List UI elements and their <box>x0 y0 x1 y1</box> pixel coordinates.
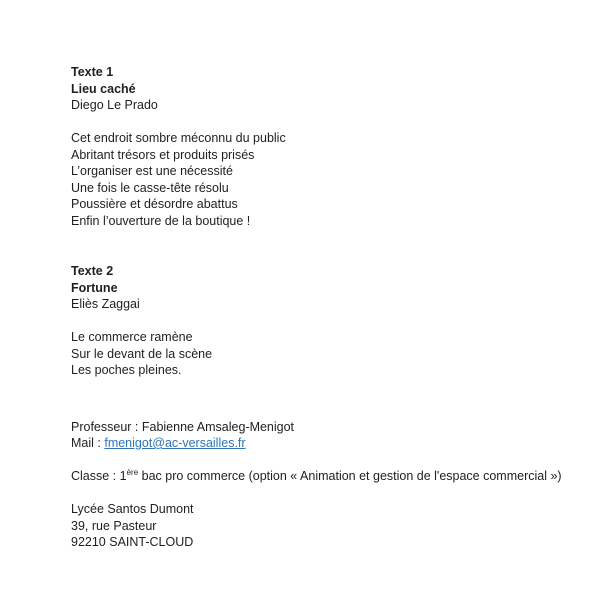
poem-2-body <box>71 329 560 379</box>
mail-label: Mail : <box>71 436 105 450</box>
poem-2-title: Fortune <box>71 280 118 295</box>
professor-line: Professeur : Fabienne Amsaleg-Menigot <box>71 419 295 434</box>
poem-line: Enfin l’ouverture de la boutique ! <box>71 213 251 228</box>
classe-line <box>71 468 560 485</box>
poem-line: Les poches pleines. <box>71 363 182 377</box>
school-street: 39, rue Pasteur <box>71 518 157 533</box>
school-postal-city: 92210 SAINT-CLOUD <box>71 535 194 549</box>
poem-1-section <box>71 64 560 229</box>
poem-2-section <box>71 263 560 379</box>
poem-line: Sur le devant de la scène <box>71 346 213 361</box>
poem-line: Abritant trésors et produits prisés <box>71 147 255 162</box>
classe-suffix: bac pro commerce (option « Animation et gestion de l'espace commercial ») <box>138 469 562 483</box>
poem-2-label: Texte 2 <box>71 264 114 278</box>
poem-line: L’organiser est une nécessité <box>71 164 233 178</box>
classe-prefix: Classe : 1 <box>71 469 127 483</box>
poem-1-title: Lieu caché <box>71 81 136 96</box>
mail-link[interactable]: fmenigot@ac-versailles.fr <box>104 436 246 450</box>
poem-line: Une fois le casse-tête résolu <box>71 180 229 195</box>
poem-1-author: Diego Le Prado <box>71 98 158 112</box>
mail-line <box>71 435 560 452</box>
poem-1-label: Texte 1 <box>71 65 114 79</box>
poem-2-author: Eliès Zaggai <box>71 297 140 311</box>
school-name: Lycée Santos Dumont <box>71 502 194 516</box>
poem-1-body <box>71 130 560 229</box>
poem-line: Le commerce ramène <box>71 330 193 344</box>
classe-ordinal-superscript: ère <box>126 467 139 477</box>
contact-section <box>71 419 560 551</box>
poem-line: Cet endroit sombre méconnu du public <box>71 131 286 145</box>
poem-line: Poussière et désordre abattus <box>71 197 238 211</box>
address-block <box>71 501 560 551</box>
